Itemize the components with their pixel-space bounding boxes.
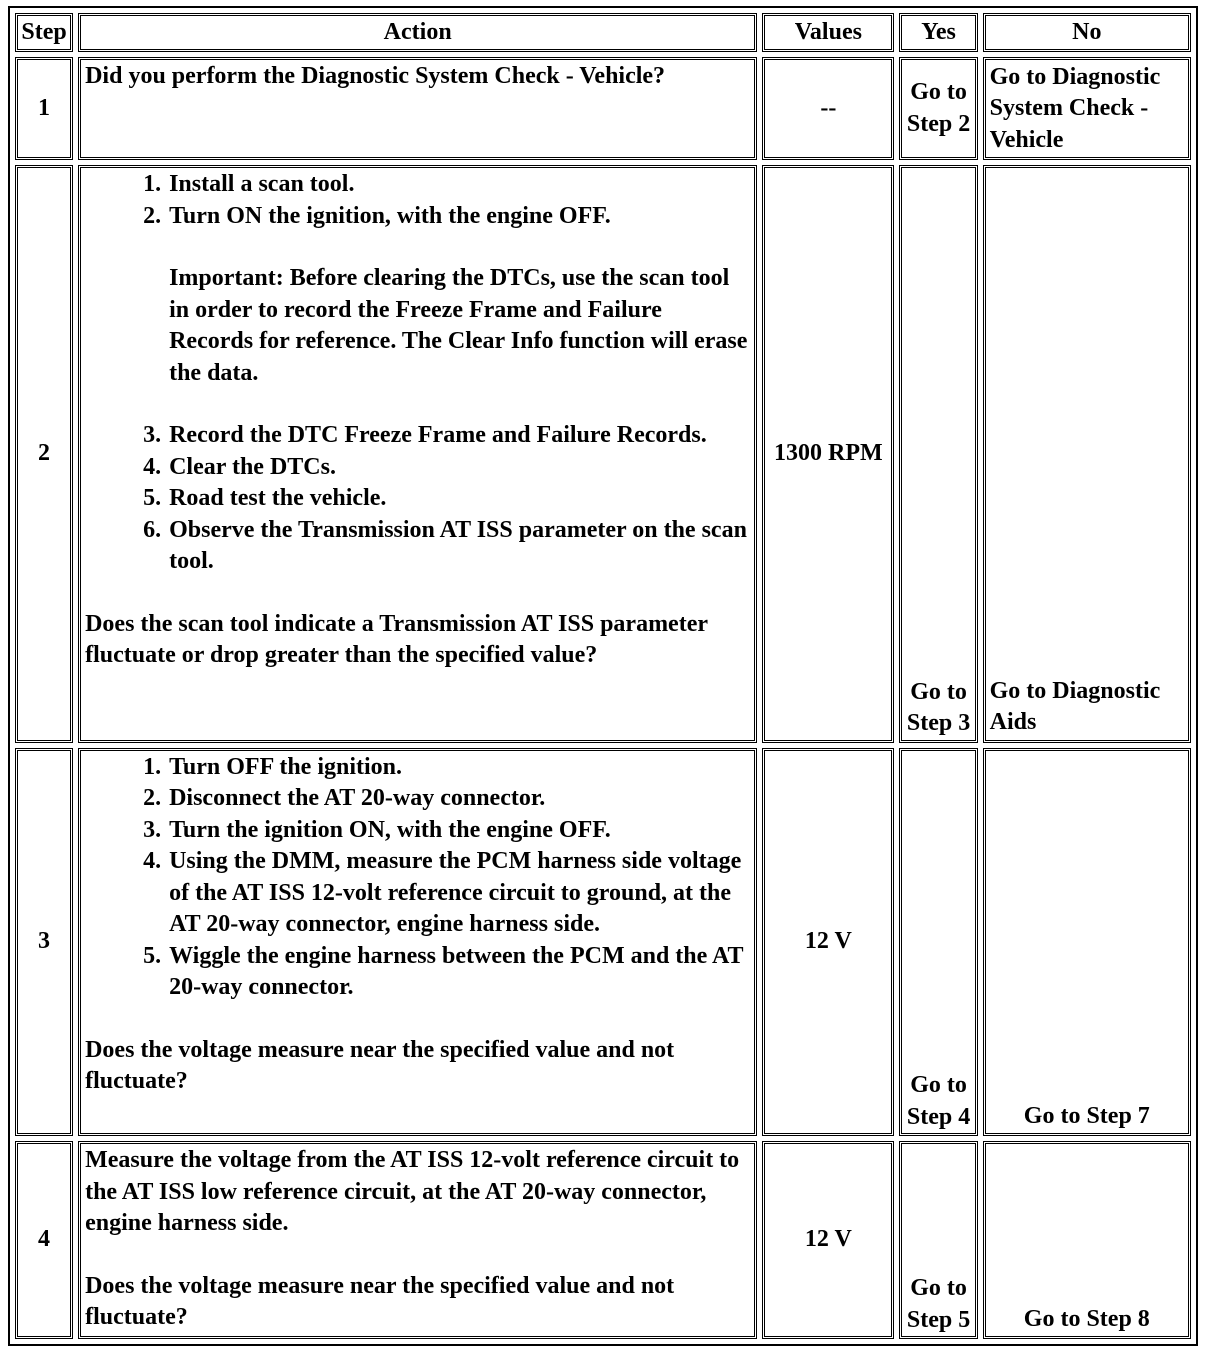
step-number: 2: [15, 165, 73, 743]
list-item: 1. Install a scan tool.: [167, 169, 750, 201]
table-row: [15, 1141, 1191, 1339]
list-item: 4. Using the DMM, measure the PCM harness side voltage of the AT ISS 12-volt reference circuit to ground, at the AT 20-way connector, engine harness side.: [167, 846, 750, 941]
table-row: [15, 748, 1191, 1136]
list-item: 1. Turn OFF the ignition.: [167, 752, 750, 784]
question-text: Does the scan tool indicate a Transmission AT ISS parameter fluctuate or drop greater than the specified value?: [85, 610, 708, 669]
header-values: Values: [762, 13, 894, 52]
step-number: 1: [15, 57, 73, 160]
action-cell: [78, 165, 757, 743]
header-action: Action: [78, 13, 757, 52]
list-item: 3. Record the DTC Freeze Frame and Failure Records.: [167, 420, 750, 452]
yes-cell: Go to Step 5: [899, 1141, 977, 1339]
header-no: No: [983, 13, 1191, 52]
no-cell: Go to Step 7: [983, 748, 1191, 1136]
header-row: [15, 13, 1191, 52]
yes-cell: Go to Step 3: [899, 165, 977, 743]
action-cell: [78, 1141, 757, 1339]
header-step: Step: [15, 13, 73, 52]
table-row: [15, 165, 1191, 743]
yes-cell: Go to Step 2: [899, 57, 977, 160]
list-item: 2. Disconnect the AT 20-way connector.: [167, 783, 750, 815]
value-cell: 12 V: [762, 1141, 894, 1339]
action-list: [85, 169, 750, 578]
list-item: 4. Clear the DTCs.: [167, 452, 750, 484]
value-cell: 12 V: [762, 748, 894, 1136]
action-text: Measure the voltage from the AT ISS 12-volt reference circuit to the AT ISS low reference circuit, at the AT 20-way connector, engine harness side.: [85, 1147, 740, 1237]
value-cell: --: [762, 57, 894, 160]
step-number: 4: [15, 1141, 73, 1339]
important-note: Important: Before clearing the DTCs, use the scan tool in order to record the Freeze Frame and Failure Records for reference. The Clear Info function will erase the data.: [169, 265, 748, 386]
question-text: Does the voltage measure near the specified value and not fluctuate?: [85, 1272, 675, 1331]
question-text: Does the voltage measure near the specified value and not fluctuate?: [85, 1036, 675, 1095]
diagnostic-table: [10, 8, 1196, 1344]
value-cell: 1300 RPM: [762, 165, 894, 743]
no-cell: Go to Step 8: [983, 1141, 1191, 1339]
no-cell: Go to Diagnostic Aids: [983, 165, 1191, 743]
header-yes: Yes: [899, 13, 977, 52]
yes-cell: Go to Step 4: [899, 748, 977, 1136]
list-item: 5. Road test the vehicle.: [167, 483, 750, 515]
action-text: Did you perform the Diagnostic System Check - Vehicle?: [78, 57, 757, 160]
list-item: 5. Wiggle the engine harness between the PCM and the AT 20-way connector.: [167, 941, 750, 1004]
no-cell: Go to Diagnostic System Check - Vehicle: [983, 57, 1191, 160]
diagnostic-table-frame: [8, 6, 1198, 1346]
table-row: [15, 57, 1191, 160]
action-cell: [78, 748, 757, 1136]
action-list: [85, 752, 750, 1004]
list-item: 2. Turn ON the ignition, with the engine OFF. Important: Before clearing the DTCs, use the scan tool in order to record the Freeze Frame and Failure Records for reference. The Clear Info function will erase the data.: [167, 201, 750, 390]
list-item: 6. Observe the Transmission AT ISS parameter on the scan tool.: [167, 515, 750, 578]
list-item: 3. Turn the ignition ON, with the engine OFF.: [167, 815, 750, 847]
step-number: 3: [15, 748, 73, 1136]
